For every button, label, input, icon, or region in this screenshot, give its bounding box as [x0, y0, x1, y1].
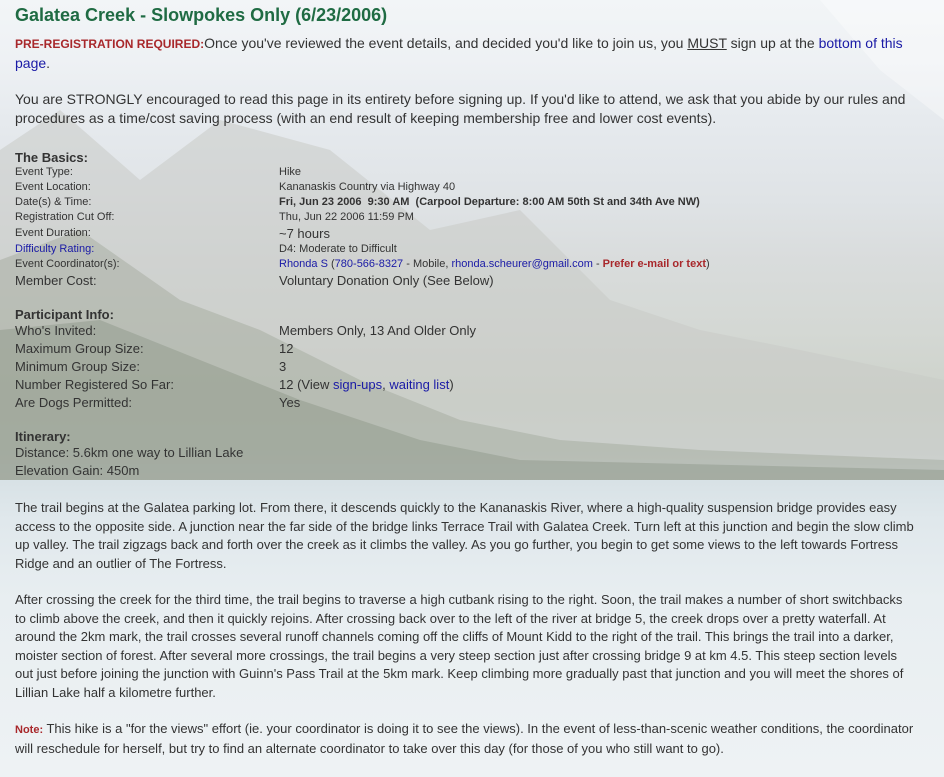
coordinator-phone-link[interactable]: 780-566-8327	[334, 258, 404, 270]
waiting-list-link[interactable]: waiting list	[389, 377, 450, 392]
basics-heading: The Basics:	[15, 150, 88, 165]
participant-section	[15, 307, 915, 412]
registered-value	[279, 376, 915, 394]
member-cost-label: Member Cost:	[15, 273, 97, 288]
invited-value: Members Only, 13 And Older Only	[279, 323, 477, 338]
min-group-row	[15, 358, 915, 376]
max-group-label: Maximum Group Size:	[15, 341, 144, 356]
event-coordinator-row	[15, 257, 915, 272]
phone-open: (	[327, 258, 335, 270]
event-duration-label: Event Duration:	[15, 227, 91, 239]
dogs-label: Are Dogs Permitted:	[15, 395, 133, 410]
event-type-value: Hike	[279, 166, 302, 178]
event-coordinator-label: Event Coordinator(s):	[15, 258, 120, 270]
event-duration-row	[15, 225, 915, 242]
bottom-of-page-link[interactable]: bottom of this page	[15, 35, 903, 71]
date-time-value: Fri, Jun 23 2006 9:30 AM (Carpool Departure: 8:00 AM 50th St and 34th Ave NW)	[279, 196, 700, 208]
difficulty-row	[15, 242, 915, 257]
preregistration-tag: PRE-REGISTRATION REQUIRED:	[15, 37, 205, 51]
preregistration-notice	[15, 34, 915, 72]
trail-description-paragraph-2: After crossing the creek for the third time, the trail begins to traverse a high cutbank rising to the right. Soon, the trail makes a number of short switchbacks to climb above the creek, and then it quickly rejoins. After crossing back over to the left of the river at bridge 5, the creek drops over a pretty waterfall. At around the 2km mark, the trail crosses several runoff channels coming off the cliffs of Mount Kidd to the right of the trail. This brings the trail into a darker, moister section of forest. After several more crossings, the trail begins a very steep section just after crossing bridge 9 at km 4.5. This steep section levels out just before joining the junction with Guinn's Pass Trail at the 5km mark. Keep climbing more gradually past that junction and you will meet the shores of Lillian Lake half a kilometre further.	[15, 592, 904, 700]
event-location-value: Kananaskis Country via Highway 40	[279, 181, 456, 193]
event-type-label: Event Type:	[15, 166, 73, 178]
note-tag: Note:	[15, 724, 44, 736]
registered-sep: ,	[382, 377, 390, 392]
contact-preference: Prefer e-mail or text	[602, 258, 706, 270]
registered-close: )	[449, 377, 454, 392]
mobile-text: - Mobile,	[403, 258, 452, 270]
dash-text: -	[592, 258, 603, 270]
registration-cutoff-value: Thu, Jun 22 2006 11:59 PM	[279, 211, 414, 223]
invited-row	[15, 322, 915, 340]
must-emphasis: MUST	[687, 35, 727, 51]
registered-count: 12 (View	[279, 377, 333, 392]
itinerary-distance: Distance: 5.6km one way to Lillian Lake	[15, 445, 244, 460]
note-paragraph	[15, 720, 915, 758]
difficulty-value: D4: Moderate to Difficult	[279, 243, 397, 255]
basics-section	[15, 150, 915, 290]
close-paren: )	[706, 258, 710, 270]
max-group-value: 12	[279, 341, 294, 356]
min-group-label: Minimum Group Size:	[15, 359, 140, 374]
coordinator-email-link[interactable]: rhonda.scheurer@gmail.com	[451, 258, 593, 270]
date-time-row	[15, 195, 915, 210]
max-group-row	[15, 340, 915, 358]
dogs-row	[15, 394, 915, 412]
preregistration-text-a: Once you've reviewed the event details, and decided you'd like to join us, you	[204, 35, 688, 51]
registration-cutoff-row	[15, 210, 915, 225]
coordinator-name-link[interactable]: Rhonda S	[279, 258, 328, 270]
invited-label: Who's Invited:	[15, 323, 97, 338]
preregistration-text-b: sign up at the	[726, 35, 819, 51]
registration-cutoff-label: Registration Cut Off:	[15, 211, 115, 223]
dogs-value: Yes	[279, 395, 301, 410]
date-time-label: Date(s) & Time:	[15, 196, 92, 208]
event-type-row	[15, 165, 915, 180]
note-text: This hike is a "for the views" effort (ie. your coordinator is doing it to see the views). In the event of less-than-scenic weather conditions, the coordinator will reschedule for herself, but try to find an alternate coordinator to take over this day (for those of you who still want to go).	[15, 721, 914, 756]
min-group-value: 3	[279, 359, 287, 374]
preregistration-text-c: .	[46, 54, 51, 71]
registered-row	[15, 376, 915, 394]
itinerary-elevation: Elevation Gain: 450m	[15, 463, 140, 478]
event-location-label: Event Location:	[15, 181, 91, 193]
trail-description-paragraph-1: The trail begins at the Galatea parking lot. From there, it descends quickly to the Kananaskis River, where a high-quality suspension bridge provides easy access to the opposite side. A junction near the far side of the bridge links Terrace Trail with Galatea Creek. Turn left at this junction and begin the slow climb up valley. The trail zigzags back and forth over the creek as it climbs the valley. As you go further, you begin to get some views to the left towards Fortress Ridge and an outlier of The Fortress.	[15, 500, 914, 571]
itinerary-heading: Itinerary:	[15, 429, 71, 444]
encourage-notice: You are STRONGLY encouraged to read this page in its entirety before signing up. If you'd like to attend, we ask that you abide by our rules and procedures as a time/cost saving process (with an end result of keeping membership free and lower cost events).	[15, 91, 906, 126]
difficulty-rating-link[interactable]: Difficulty Rating:	[15, 243, 95, 255]
event-coordinator-value	[279, 257, 915, 272]
page-title: Galatea Creek - Slowpokes Only (6/23/2006)	[15, 5, 388, 25]
participant-heading: Participant Info:	[15, 307, 114, 322]
registered-label: Number Registered So Far:	[15, 377, 174, 392]
signups-link[interactable]: sign-ups	[332, 377, 383, 392]
event-duration-value: ~7 hours	[279, 226, 330, 241]
event-location-row	[15, 180, 915, 195]
member-cost-value: Voluntary Donation Only (See Below)	[279, 273, 494, 288]
itinerary-section	[15, 429, 915, 480]
member-cost-row	[15, 272, 915, 290]
